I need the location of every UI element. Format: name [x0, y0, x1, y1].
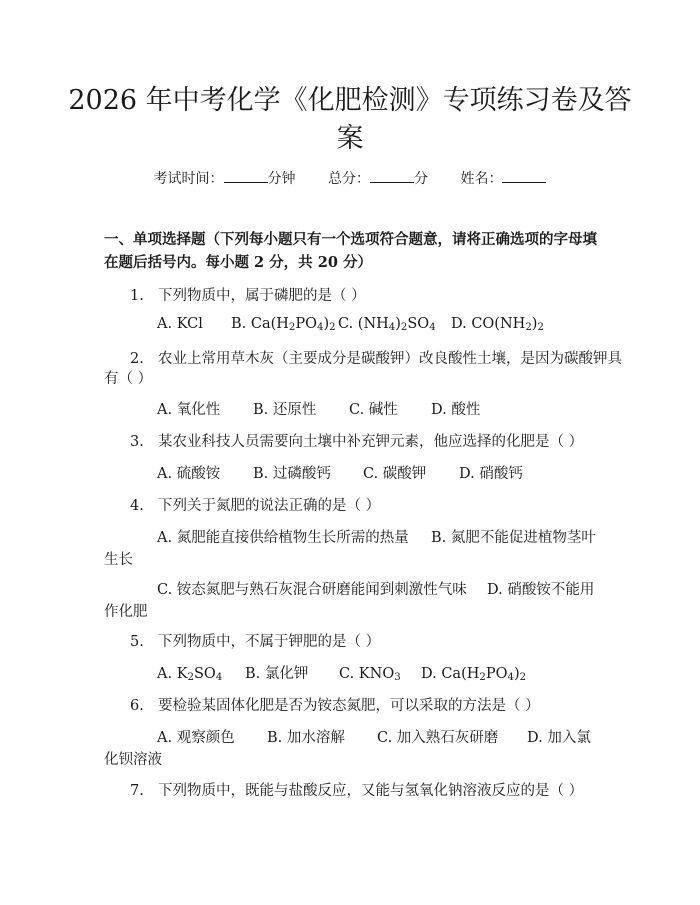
- subscript: 4: [317, 322, 324, 333]
- total-score-field: [328, 171, 428, 187]
- option-d: D. 酸性: [431, 402, 481, 418]
- option-c: C. 铵态氮肥与熟石灰混合研磨能闻到刺激性气味: [157, 582, 467, 598]
- option-c-part: C. KNO: [339, 666, 395, 682]
- option-d: D. 加入氯: [527, 730, 591, 746]
- question-number: 3.: [130, 434, 144, 450]
- option-d-part: ): [513, 666, 520, 682]
- time-unit: 分钟: [267, 171, 296, 187]
- question-number: 2.: [130, 351, 144, 367]
- option-d-part: PO: [485, 666, 508, 682]
- subscript: 2: [329, 322, 336, 333]
- page-title: 2026 年中考化学《化肥检测》专项练习卷及答案: [68, 85, 632, 154]
- options-2: [157, 398, 480, 419]
- option-a: A. 观察颜色: [157, 730, 235, 746]
- option-d: [451, 316, 544, 333]
- time-label: 考试时间：: [153, 171, 224, 187]
- question-text: 下列物质中，不属于钾肥的是（ ）: [158, 634, 381, 650]
- option-b: B. 氯化钾: [245, 666, 309, 682]
- subscript: 4: [507, 672, 514, 683]
- section-heading: 一、单项选择题（下列每小题只有一个选项符合题意，请将正确选项的字母填在题后括号内。每小题 2 分，共 20 分）: [104, 231, 597, 271]
- option-d-continued: 作化肥: [104, 604, 148, 620]
- subscript: 2: [537, 322, 544, 333]
- option-c: [339, 666, 421, 683]
- options-5: [157, 662, 526, 683]
- option-b: [231, 316, 338, 333]
- question-7: [130, 779, 583, 800]
- subscript: 4: [215, 672, 223, 683]
- score-label: 总分：: [328, 171, 370, 187]
- option-d-continued: 化钡溶液: [104, 752, 162, 768]
- option-c-part: SO: [407, 316, 430, 332]
- question-5: [130, 630, 380, 651]
- question-text: 下列物质中，既能与盐酸反应，又能与氢氧化钠溶液反应的是（ ）: [158, 783, 584, 799]
- option-d: D. 硝酸钙: [459, 466, 523, 482]
- option-d-part: ): [531, 316, 538, 332]
- subscript: 2: [187, 672, 194, 683]
- question-1: [130, 284, 366, 305]
- subscript: 2: [525, 322, 532, 333]
- subscript: 2: [479, 672, 486, 683]
- name-blank: [502, 170, 546, 183]
- option-d-part: D. Ca(H: [421, 666, 480, 682]
- option-d: [421, 666, 526, 683]
- options-6: [157, 726, 591, 747]
- question-6: [130, 694, 540, 715]
- option-a: A. KCl: [157, 316, 203, 332]
- option-c: C. 碱性: [349, 402, 398, 418]
- option-a: [157, 666, 245, 683]
- question-text: 下列物质中，属于磷肥的是（ ）: [158, 288, 366, 304]
- option-b-continued: 生长: [104, 552, 133, 568]
- options-1: [157, 316, 544, 333]
- question-text: 农业上常用草木灰（主要成分是碳酸钾）改良酸性土壤，是因为碳酸钾具: [158, 351, 622, 367]
- option-b: B. 氮肥不能促进植物茎叶: [431, 530, 596, 546]
- options-4-row-1: [157, 526, 596, 547]
- exam-time-field: [154, 171, 296, 187]
- exam-meta: [0, 168, 700, 188]
- option-b-part: PO: [295, 316, 318, 332]
- question-number: 7.: [130, 783, 144, 799]
- subscript: 2: [519, 672, 527, 683]
- subscript: 4: [429, 322, 436, 333]
- option-d: D. 硝酸铵不能用: [487, 582, 595, 598]
- option-d-part: D. CO(NH: [451, 316, 526, 332]
- option-c: C. 碳酸钾: [363, 466, 427, 482]
- time-blank: [224, 170, 268, 183]
- question-text: 某农业科技人员需要向土壤中补充钾元素，他应选择的化肥是（ ）: [158, 434, 584, 450]
- options-4-row-2: [157, 578, 594, 599]
- option-a-part: A. K: [157, 666, 188, 682]
- question-number: 4.: [130, 498, 144, 514]
- subscript: 3: [394, 672, 401, 683]
- score-blank: [370, 170, 414, 183]
- option-a: A. 氧化性: [157, 402, 221, 418]
- subscript: 2: [400, 322, 408, 333]
- option-b-part: ): [323, 316, 330, 332]
- name-label: 姓名：: [460, 171, 503, 187]
- subscript: 2: [288, 322, 296, 333]
- question-3: [130, 430, 583, 451]
- option-a: A. 硫酸铵: [157, 466, 221, 482]
- subscript: 4: [388, 322, 396, 333]
- option-a: A. 氮肥能直接供给植物生长所需的热量: [157, 530, 409, 546]
- question-number: 1.: [130, 288, 144, 304]
- option-b: B. 过磷酸钙: [253, 466, 331, 482]
- option-c-part: C. (NH: [338, 316, 389, 332]
- option-c: [338, 316, 451, 333]
- score-unit: 分: [414, 171, 428, 187]
- name-field: [460, 171, 546, 187]
- option-a-part: SO: [193, 666, 216, 682]
- question-number: 5.: [130, 634, 144, 650]
- question-2-continued: 有（ ）: [104, 371, 153, 387]
- question-2: [130, 347, 622, 368]
- question-text: 下列关于氮肥的说法正确的是（ ）: [158, 498, 381, 514]
- option-b-part: B. Ca(H: [231, 316, 289, 332]
- option-b: B. 加水溶解: [267, 730, 345, 746]
- question-text: 要检验某固体化肥是否为铵态氮肥，可以采取的方法是（ ）: [158, 698, 540, 714]
- option-c-part: ): [395, 316, 401, 332]
- options-3: [157, 462, 523, 483]
- question-4: [130, 494, 380, 515]
- option-c: C. 加入熟石灰研磨: [377, 730, 499, 746]
- option-b: B. 还原性: [253, 402, 317, 418]
- question-number: 6.: [130, 698, 144, 714]
